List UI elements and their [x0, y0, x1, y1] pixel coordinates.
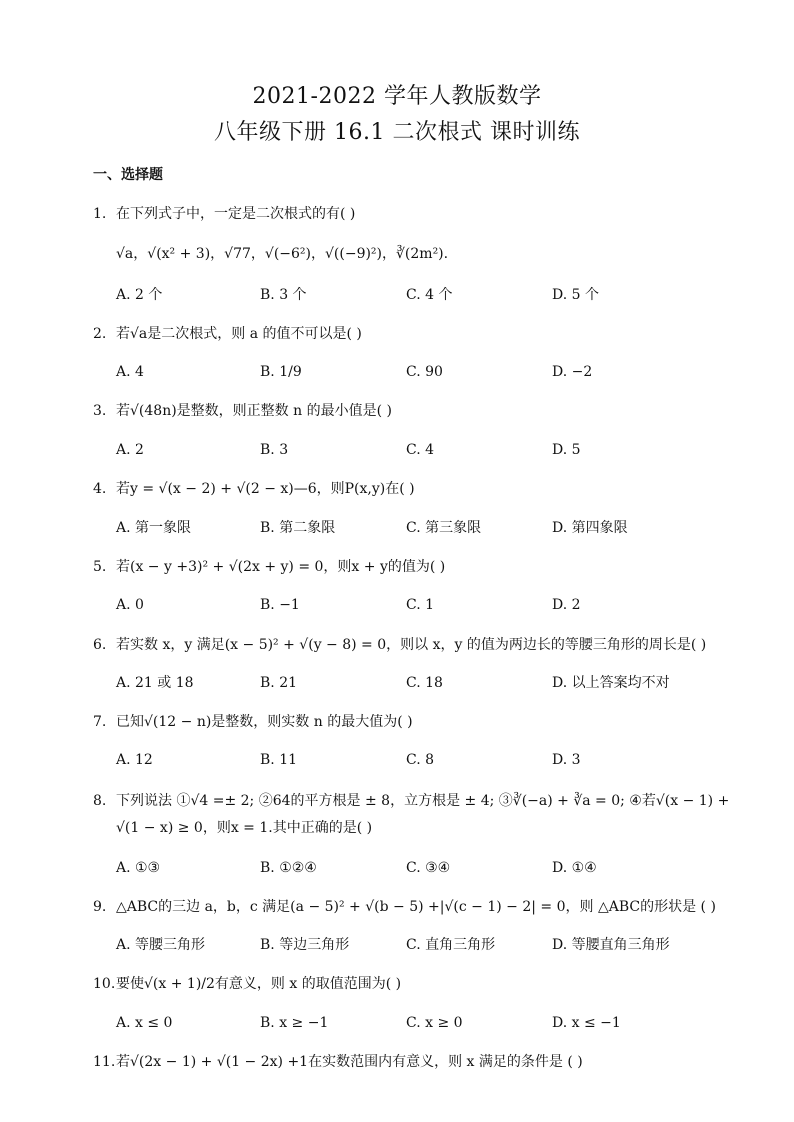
option-c: C. 第三象限 — [406, 520, 482, 536]
option-b: B. 11 — [260, 752, 298, 768]
option-a: A. 等腰三角形 — [116, 937, 206, 953]
option-d: D. ①④ — [552, 860, 597, 876]
option-a: A. ①③ — [116, 860, 161, 876]
option-b: B. 第二象限 — [260, 520, 336, 536]
option-a: A. 第一象限 — [116, 520, 192, 536]
question-stem: 在下列式子中，一定是二次根式的有( ) — [116, 206, 356, 222]
option-c: C. 直角三角形 — [406, 937, 496, 953]
question-stem: 下列说法 ①√4 =± 2; ②64的平方根是 ± 8，立方根是 ± 4; ③∛(−a) + ∛a = 0; ④若√(x − 1) + — [116, 793, 730, 809]
option-b: B. 3 — [260, 442, 289, 458]
option-c: C. 4 个 — [406, 287, 453, 303]
option-d: D. 5 — [552, 442, 581, 458]
question-stem: 若实数 x，y 满足(x − 5)² + √(y − 8) = 0，则以 x，y 的值为两边长的等腰三角形的周长是( ) — [116, 637, 707, 653]
question-stem: △ABC的三边 a，b，c 满足(a − 5)² + √(b − 5) +|√(c − 1) − 2| = 0，则 △ABC的形状是 ( ) — [116, 899, 716, 915]
option-c: C. 1 — [406, 597, 435, 613]
option-a: A. 12 — [116, 752, 153, 768]
option-d: D. 3 — [552, 752, 581, 768]
option-c: C. x ≥ 0 — [406, 1015, 463, 1031]
question-number: 9. — [93, 899, 107, 915]
option-a: A. x ≤ 0 — [116, 1015, 173, 1031]
question-number: 1. — [93, 206, 107, 222]
question-number: 3. — [93, 403, 107, 419]
question-stem: 若(x − y +3)² + √(2x + y) = 0，则x + y的值为( ) — [116, 559, 446, 575]
question-number: 11. — [93, 1054, 116, 1070]
question-stem: 若√a是二次根式，则 a 的值不可以是( ) — [116, 326, 362, 342]
option-c: C. ③④ — [406, 860, 451, 876]
option-b: B. ①②④ — [260, 860, 317, 876]
option-b: B. x ≥ −1 — [260, 1015, 329, 1031]
option-d: D. 2 — [552, 597, 581, 613]
question-number: 10. — [93, 976, 116, 992]
option-a: A. 21 或 18 — [116, 675, 194, 691]
question-number: 2. — [93, 326, 107, 342]
option-b: B. 等边三角形 — [260, 937, 350, 953]
question-stem: 若√(2x − 1) + √(1 − 2x) +1在实数范围内有意义，则 x 满足的条件是 ( ) — [116, 1054, 583, 1070]
question-stem-continued: √a，√(x² + 3)，√77，√(−6²)，√((−9)²)，∛(2m²). — [116, 246, 449, 262]
question-number: 7. — [93, 714, 107, 730]
option-b: B. −1 — [260, 597, 300, 613]
option-d: D. x ≤ −1 — [552, 1015, 621, 1031]
option-a: A. 0 — [116, 597, 144, 613]
question-number: 8. — [93, 793, 107, 809]
option-d: D. 等腰直角三角形 — [552, 937, 670, 953]
option-c: C. 8 — [406, 752, 435, 768]
document-title-line2: 八年级下册 16.1 二次根式 课时训练 — [214, 120, 580, 145]
question-number: 5. — [93, 559, 107, 575]
option-a: A. 2 个 — [116, 287, 163, 303]
document-title-line1: 2021-2022 学年人教版数学 — [252, 84, 542, 109]
option-b: B. 3 个 — [260, 287, 307, 303]
option-c: C. 90 — [406, 364, 443, 380]
option-c: C. 18 — [406, 675, 443, 691]
question-number: 6. — [93, 637, 107, 653]
question-stem: 要使√(x + 1)/2有意义，则 x 的取值范围为( ) — [116, 976, 402, 992]
question-stem: 若y = √(x − 2) + √(2 − x)—6，则P(x,y)在( ) — [116, 481, 415, 497]
option-d: D. 5 个 — [552, 287, 599, 303]
question-number: 4. — [93, 481, 107, 497]
option-d: D. 第四象限 — [552, 520, 628, 536]
option-b: B. 21 — [260, 675, 298, 691]
question-stem: 若√(48n)是整数，则正整数 n 的最小值是( ) — [116, 403, 392, 419]
option-b: B. 1/9 — [260, 364, 302, 380]
option-a: A. 4 — [116, 364, 144, 380]
section-heading: 一、选择题 — [93, 167, 163, 183]
question-stem: 已知√(12 − n)是整数，则实数 n 的最大值为( ) — [116, 714, 413, 730]
option-a: A. 2 — [116, 442, 144, 458]
option-d: D. −2 — [552, 364, 593, 380]
option-c: C. 4 — [406, 442, 435, 458]
option-d: D. 以上答案均不对 — [552, 675, 670, 691]
question-stem-continued: √(1 − x) ≥ 0，则x = 1.其中正确的是( ) — [116, 820, 373, 836]
